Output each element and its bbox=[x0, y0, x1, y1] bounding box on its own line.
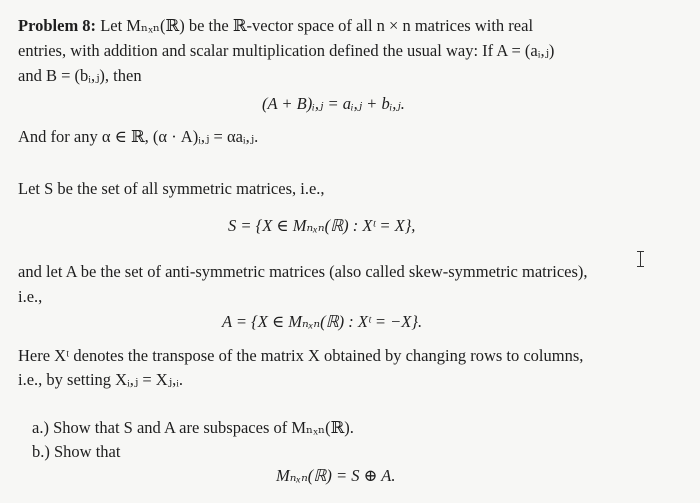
transpose-line-1: Here Xᵗ denotes the transpose of the matrix X obtained by changing rows to columns, bbox=[18, 346, 584, 365]
equation-anti-symmetric: A = {X ∈ Mₙₓₙ(ℝ) : Xᵗ = −X}. bbox=[222, 312, 423, 331]
part-a: a.) Show that S and A are subspaces of Mₙₓₙ(ℝ). bbox=[32, 418, 354, 437]
equation-direct-sum: Mₙₓₙ(ℝ) = S ⊕ A. bbox=[276, 466, 396, 485]
anti-symmetric-line-2: i.e., bbox=[18, 287, 43, 306]
part-b: b.) Show that bbox=[32, 442, 121, 461]
anti-symmetric-line-1: and let A be the set of anti-symmetric matrices (also called skew-symmetric matrices), bbox=[18, 262, 588, 281]
scalar-line: And for any α ∈ ℝ, (α · A)ᵢ,ⱼ = αaᵢ,ⱼ. bbox=[18, 127, 259, 146]
text-cursor-icon bbox=[640, 251, 641, 267]
transpose-line-2: i.e., by setting Xᵢ,ⱼ = Xⱼ,ᵢ. bbox=[18, 370, 184, 389]
equation-addition: (A + B)ᵢ,ⱼ = aᵢ,ⱼ + bᵢ,ⱼ. bbox=[262, 94, 405, 113]
intro-line-3: and B = (bᵢ,ⱼ), then bbox=[18, 66, 142, 85]
intro-line-1 bbox=[18, 16, 533, 36]
intro-line-2: entries, with addition and scalar multiplication defined the usual way: If A = (aᵢ,ⱼ) bbox=[18, 41, 555, 60]
intro-text-1: Let Mₙₓₙ(ℝ) be the ℝ-vector space of all n × n matrices with real bbox=[100, 16, 534, 35]
problem-heading: Problem 8: bbox=[18, 16, 97, 35]
symmetric-intro: Let S be the set of all symmetric matrices, i.e., bbox=[18, 179, 325, 198]
equation-symmetric: S = {X ∈ Mₙₓₙ(ℝ) : Xᵗ = X}, bbox=[228, 216, 416, 235]
